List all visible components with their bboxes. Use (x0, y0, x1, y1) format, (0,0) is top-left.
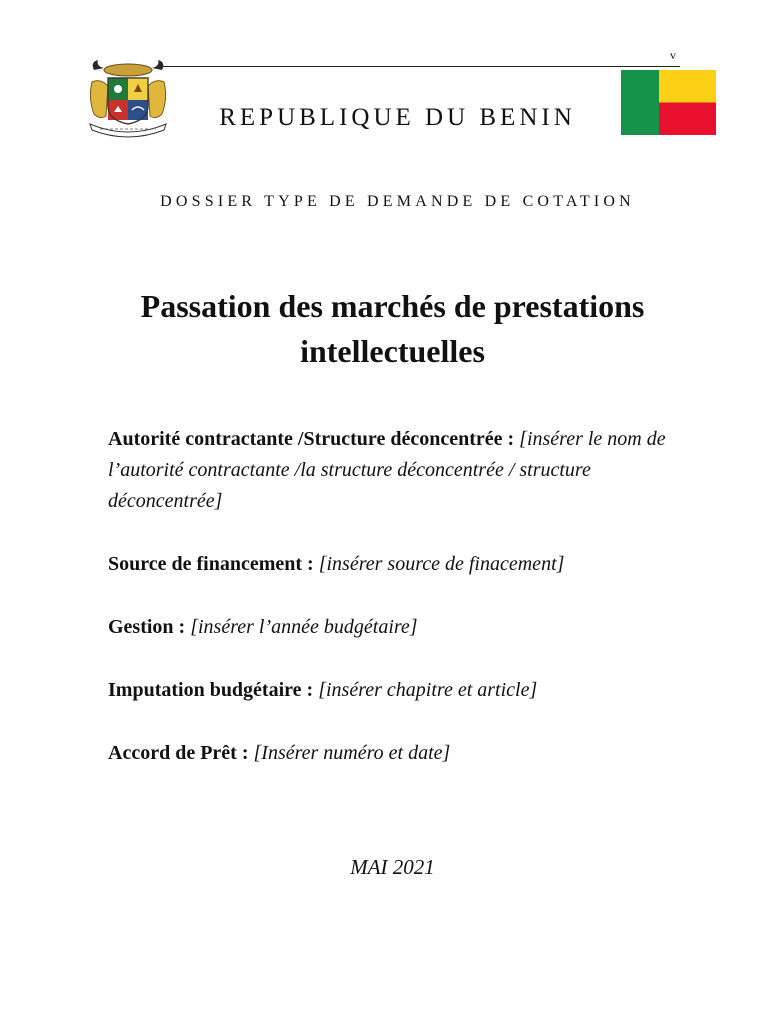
field-value: [insérer l’année budgétaire] (190, 616, 418, 638)
field-label: Autorité contractante /Structure déconcentrée : (108, 428, 515, 450)
field-label: Imputation budgétaire : (108, 679, 314, 701)
field-contracting-authority (108, 424, 668, 517)
field-label: Accord de Prêt : (108, 742, 249, 764)
field-budget-allocation (108, 675, 668, 706)
header-rule (160, 66, 680, 67)
field-value: [insérer source de finacement] (318, 553, 565, 575)
page-mark: v (670, 48, 676, 62)
country-title: REPUBLIQUE DU BENIN (219, 104, 576, 131)
field-management-year (108, 612, 668, 643)
flag-yellow-band (659, 70, 716, 103)
document-subtitle: DOSSIER TYPE DE DEMANDE DE COTATION (160, 193, 635, 210)
field-loan-agreement (108, 738, 668, 769)
field-label: Gestion : (108, 616, 186, 638)
main-title: Passation des marchés de prestations intellectuelles (140, 288, 645, 369)
field-value: [Insérer numéro et date] (253, 742, 451, 764)
field-label: Source de financement : (108, 553, 314, 575)
document-date: MAI 2021 (350, 855, 435, 879)
field-funding-source (108, 549, 668, 580)
field-value: [insérer chapitre et article] (318, 679, 538, 701)
field-value: [insérer le nom de l’autorité contractante /la structure déconcentrée / structure déconcentrée] (108, 428, 666, 512)
